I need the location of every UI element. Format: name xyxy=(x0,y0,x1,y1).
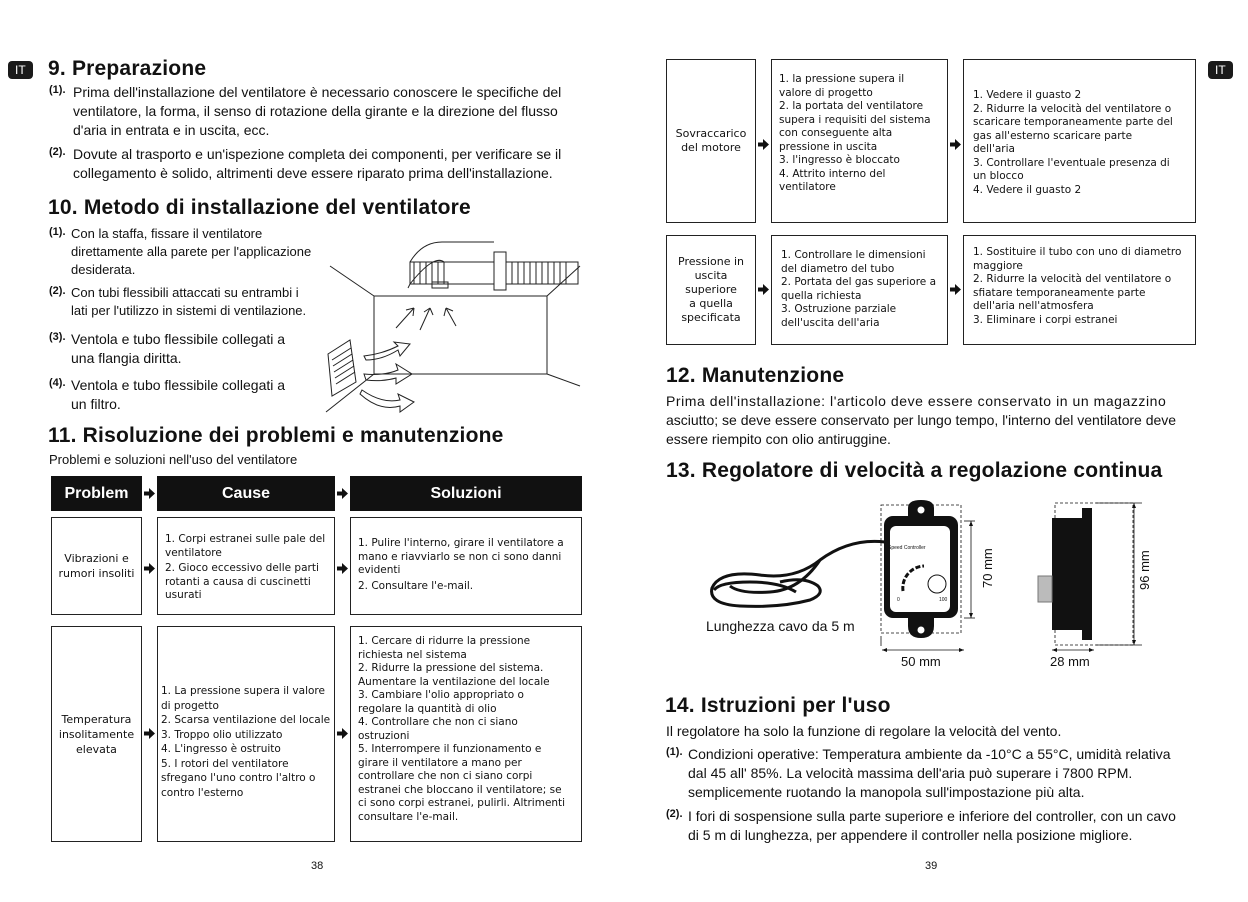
text-line: ventilatore, la forma, il senso di rotazione della girante e la direzione del flusso xyxy=(73,103,558,119)
text-line: regolare la quantità di olio xyxy=(358,702,497,715)
page-number-right: 39 xyxy=(925,860,938,872)
text-line: ci sono corpi estranei, pulirli. Altrimenti xyxy=(358,797,566,809)
arrow-right-icon xyxy=(758,139,769,150)
text-line: Ventola e tubo flessibile collegati a xyxy=(71,377,286,393)
problem-cell xyxy=(666,235,756,345)
device-label: Speed Controller xyxy=(888,545,926,551)
text-line: Prima dell'installazione del ventilatore è necessario conoscere le specifiche del xyxy=(73,84,562,100)
text-line: essere riempito con olio antiruggine. xyxy=(666,431,891,447)
cause-cell xyxy=(157,626,335,842)
text-line: del motore xyxy=(681,141,741,154)
side-height-label: 96 mm xyxy=(1137,550,1152,590)
item-number: (1). xyxy=(49,84,66,96)
text-line: 1. Sostituire il tubo con uno di diametro xyxy=(973,246,1182,258)
text-line: specificata xyxy=(681,311,741,324)
text-line: Ventola e tubo flessibile collegati a xyxy=(71,331,286,347)
section-10-title: 10. Metodo di installazione del ventilatore xyxy=(48,196,471,219)
section-11-subtitle: Problemi e soluzioni nell'uso del ventilatore xyxy=(49,452,298,467)
text-line: 2. Gioco eccessivo delle parti xyxy=(165,562,319,574)
text-line: 5. I rotori del ventilatore xyxy=(161,757,289,770)
text-line: valore di progetto xyxy=(779,86,873,99)
item-number: (2). xyxy=(666,808,683,820)
text-line: di 5 m di lunghezza, per appendere il controller nella posizione migliore. xyxy=(688,827,1133,843)
text-line: ostruzioni xyxy=(358,729,410,742)
text-line: 2. Consultare l'e-mail. xyxy=(358,579,474,592)
text-line: pressione in uscita xyxy=(779,140,878,153)
item-number: (1). xyxy=(666,746,683,758)
front-width-label: 50 mm xyxy=(901,654,941,669)
text-line: Aumentare la ventilazione del locale xyxy=(358,675,550,688)
problem-cell xyxy=(51,626,142,842)
text-line: 3. Troppo olio utilizzato xyxy=(161,728,283,741)
text-line: un filtro. xyxy=(71,396,121,412)
solution-cell xyxy=(350,626,582,842)
arrow-right-icon xyxy=(144,563,155,574)
text-line: direttamente alla parete per l'applicazione xyxy=(71,244,312,259)
text-line: d'aria in entrata e in uscita, ecc. xyxy=(73,122,270,138)
arrow-right-icon xyxy=(144,488,155,499)
dial-max-label: 100 xyxy=(939,597,948,603)
text-line: consultare l'e-mail. xyxy=(358,810,459,823)
text-line: sfregano l'uno contro l'altro o xyxy=(161,772,316,784)
text-line: mano e riavviarlo se non ci sono danni xyxy=(358,550,562,563)
dial-min-label: 0 xyxy=(897,597,900,603)
text-line: desiderata. xyxy=(71,262,136,277)
text-line: 2. la portata del ventilatore xyxy=(779,100,924,112)
text-line: un blocco xyxy=(973,170,1024,182)
text-line: quella richiesta xyxy=(781,289,862,302)
text-line: di progetto xyxy=(161,699,219,712)
cable-illustration xyxy=(700,520,890,620)
cause-cell xyxy=(157,517,335,615)
text-line: dell'aria xyxy=(973,143,1015,155)
text-line: con conseguente alta xyxy=(779,127,893,139)
text-line: Pressione in xyxy=(678,255,744,268)
arrow-right-icon xyxy=(337,728,348,739)
text-line: Prima dell'installazione: l'articolo deve essere conservato in un magazzino xyxy=(666,393,1167,409)
front-height-label: 70 mm xyxy=(980,548,995,588)
item-number: (2). xyxy=(49,146,66,158)
text-line: dell'aria nell'atmosfera xyxy=(973,300,1094,312)
text-line: uscita superiore xyxy=(685,269,737,296)
text-line: ventilatore xyxy=(165,546,222,559)
arrow-right-icon xyxy=(758,284,769,295)
text-line: 2. Ridurre la velocità del ventilatore o xyxy=(973,273,1172,285)
cause-cell xyxy=(771,59,948,223)
text-line: girare il ventilatore a mano per xyxy=(358,756,522,769)
text-line: 2. Ridurre la velocità del ventilatore o xyxy=(973,102,1172,115)
section-13-title: 13. Regolatore di velocità a regolazione continua xyxy=(666,459,1163,482)
text-line: 4. Vedere il guasto 2 xyxy=(973,183,1082,196)
page-number-left: 38 xyxy=(311,860,324,872)
cause-cell xyxy=(771,235,948,345)
item-number: (3). xyxy=(49,331,66,343)
text-line: lati per l'utilizzo in sistemi di ventilazione. xyxy=(71,303,307,318)
cable-length-label: Lunghezza cavo da 5 m xyxy=(706,618,855,634)
text-line: I fori di sospensione sulla parte superiore e inferiore del controller, con un cavo xyxy=(688,808,1176,824)
text-line: collegamento è solido, altrimenti deve essere riparato prima dell'installazione. xyxy=(73,165,553,181)
text-line: Condizioni operative: Temperatura ambiente da -10°C a 55°C, umidità relativa xyxy=(688,746,1171,762)
text-line: controllare che non ci siano corpi xyxy=(358,770,533,782)
text-line: supera i requisiti del sistema xyxy=(779,113,931,126)
section-9-title: 9. Preparazione xyxy=(48,57,207,80)
solution-cell xyxy=(963,59,1196,223)
text-line: semplicemente ruotando la manopola sull'impostazione più alta. xyxy=(688,784,1085,800)
text-line: Dovute al trasporto e un'ispezione completa dei componenti, per verificare se il xyxy=(73,146,562,162)
text-line: asciutto; se deve essere conservato per lungo tempo, l'interno del ventilatore deve xyxy=(666,412,1177,428)
section-11-title: 11. Risoluzione dei problemi e manutenzione xyxy=(48,424,504,447)
text-line: Con la staffa, fissare il ventilatore xyxy=(71,226,263,241)
problem-cell xyxy=(666,59,756,223)
arrow-right-icon xyxy=(950,139,961,150)
text-line: contro l'esterno xyxy=(161,786,244,799)
solution-cell xyxy=(350,517,582,615)
text-line: sfiatare temporaneamente parte xyxy=(973,286,1146,299)
text-line: estranei che bloccano il ventilatore; se xyxy=(358,783,562,796)
text-line: gas all'esterno scaricare parte xyxy=(973,129,1133,142)
text-line: 3. Ostruzione parziale xyxy=(781,303,897,315)
text-line: una flangia diritta. xyxy=(71,350,182,366)
text-line: 3. Controllare l'eventuale presenza di xyxy=(973,156,1170,169)
text-line: Con tubi flessibili attaccati su entrambi i xyxy=(71,285,299,300)
text-line: dell'uscita dell'aria xyxy=(781,316,880,329)
section-14-intro: Il regolatore ha solo la funzione di regolare la velocità del vento. xyxy=(666,723,1062,739)
header-solution: Soluzioni xyxy=(350,476,582,511)
text-line: maggiore xyxy=(973,259,1023,272)
header-problem: Problem xyxy=(51,476,142,511)
text-line: 1. Corpi estranei sulle pale del xyxy=(165,533,326,545)
section-12-title: 12. Manutenzione xyxy=(666,364,845,387)
text-line: dal 45 all' 85%. La velocità massima dell'aria può superare i 7800 RPM. xyxy=(688,765,1133,781)
item-number: (2). xyxy=(49,285,66,297)
arrow-right-icon xyxy=(144,728,155,739)
text-line: 5. Interrompere il funzionamento e xyxy=(358,743,542,755)
text-line: insolitamente xyxy=(58,727,135,741)
text-line: 3. l'ingresso è bloccato xyxy=(779,154,900,166)
controller-side-view xyxy=(1030,500,1145,650)
text-line: a quella xyxy=(689,297,733,310)
text-line: Sovraccarico xyxy=(675,127,747,140)
arrow-right-icon xyxy=(337,488,348,499)
text-line: 1. la pressione supera il xyxy=(779,73,905,85)
text-line: del diametro del tubo xyxy=(781,262,895,275)
language-badge-left: IT xyxy=(8,61,33,79)
section-12-body xyxy=(666,392,1201,449)
text-line: rumori insoliti xyxy=(58,567,135,580)
section-14-title: 14. Istruzioni per l'uso xyxy=(665,694,891,717)
item-number: (4). xyxy=(49,377,66,389)
text-line: richiesta nel sistema xyxy=(358,648,467,661)
text-line: 4. Attrito interno del xyxy=(779,167,886,180)
text-line: ventilatore xyxy=(779,181,836,193)
text-line: rotanti a causa di cuscinetti xyxy=(165,575,311,588)
problem-cell xyxy=(51,517,142,615)
item-number: (1). xyxy=(49,226,66,238)
arrow-right-icon xyxy=(950,284,961,295)
text-line: 2. Portata del gas superiore a xyxy=(781,276,937,288)
text-line: 3. Cambiare l'olio appropriato o xyxy=(358,689,524,701)
side-depth-label: 28 mm xyxy=(1050,654,1090,669)
text-line: 4. L'ingresso è ostruito xyxy=(161,743,281,755)
installation-illustration xyxy=(322,236,584,416)
text-line: 1. Pulire l'interno, girare il ventilatore a xyxy=(358,537,564,549)
solution-cell xyxy=(963,235,1196,345)
text-line: 1. Controllare le dimensioni xyxy=(781,249,926,261)
text-line: 2. Ridurre la pressione del sistema. xyxy=(358,662,544,674)
text-line: Temperatura xyxy=(61,712,132,726)
text-line: evidenti xyxy=(358,564,401,576)
text-line: Vibrazioni e xyxy=(64,552,129,565)
text-line: elevata xyxy=(76,742,117,756)
header-cause: Cause xyxy=(157,476,335,511)
text-line: 1. La pressione supera il valore xyxy=(161,685,325,697)
arrow-right-icon xyxy=(337,563,348,574)
text-line: usurati xyxy=(165,589,202,601)
language-badge-right: IT xyxy=(1208,61,1233,79)
text-line: scaricare temporaneamente parte del xyxy=(973,116,1173,128)
text-line: 1. Cercare di ridurre la pressione xyxy=(358,635,531,647)
text-line: 4. Controllare che non ci siano xyxy=(358,716,518,728)
text-line: 1. Vedere il guasto 2 xyxy=(973,89,1082,101)
text-line: 3. Eliminare i corpi estranei xyxy=(973,313,1118,326)
text-line: 2. Scarsa ventilazione del locale xyxy=(161,714,331,726)
